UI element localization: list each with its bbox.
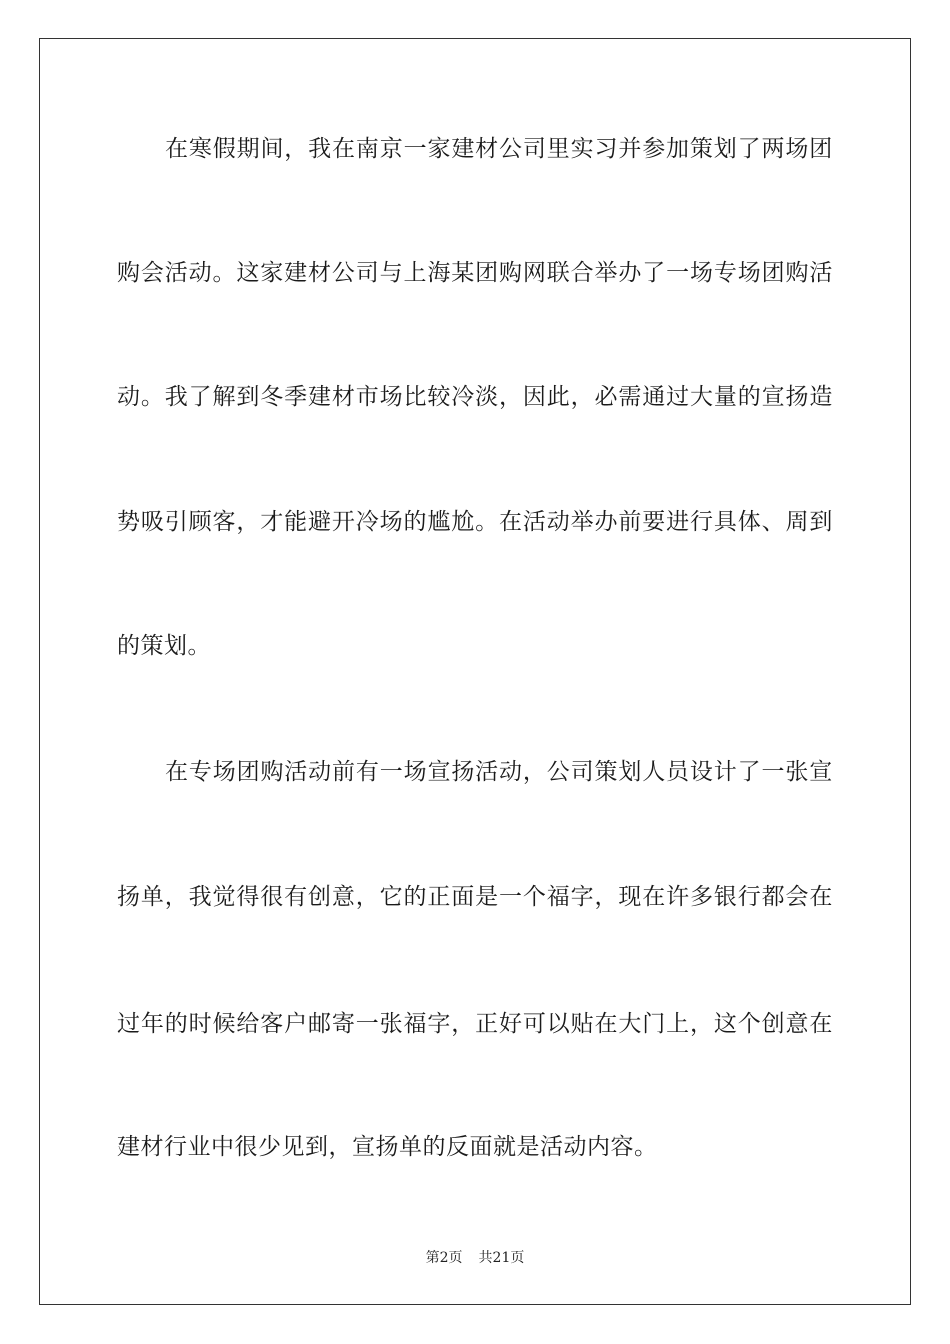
page-border (39, 38, 911, 1305)
paragraph-1-line-1: 在 寒 假 期 间 ， 我 在 南 京 一 家 建 材 公 司 里 实 习 并 参 加 策 划 了 两 场 团 (165, 136, 833, 162)
paragraph-2-line-3: 过 年 的 时 候 给 客 户 邮 寄 一 张 福 字 ， 正 好 可 以 贴 在 大 门 上 ， 这 个 创 意 在 (117, 1011, 833, 1037)
paragraph-2-line-4: 建材行业中很少见到，宣扬单的反面就是活动内容。 (117, 1134, 658, 1160)
paragraph-1-line-2: 购 会 活 动 。 这 家 建 材 公 司 与 上 海 某 团 购 网 联 合 举 办 了 一 场 专 场 团 购 活 (117, 260, 833, 286)
paragraph-2-line-2: 扬 单 ， 我 觉 得 很 有 创 意 ， 它 的 正 面 是 一 个 福 字 ， 现 在 许 多 银 行 都 会 在 (117, 884, 833, 910)
paragraph-1-line-5: 的策划。 (117, 633, 211, 659)
page-number: 第2页 (425, 1250, 463, 1266)
page-footer (0, 1248, 950, 1268)
paragraph-2-line-1: 在 专 场 团 购 活 动 前 有 一 场 宣 扬 活 动 ， 公 司 策 划 人 员 设 计 了 一 张 宣 (165, 759, 833, 785)
paragraph-1-line-3: 动 。 我 了 解 到 冬 季 建 材 市 场 比 较 冷 淡 ， 因 此 ， 必 需 通 过 大 量 的 宣 扬 造 (117, 384, 833, 410)
page-total: 共21页 (478, 1250, 525, 1266)
paragraph-1-line-4: 势 吸 引 顾 客 ， 才 能 避 开 冷 场 的 尴 尬 。 在 活 动 举 办 前 要 进 行 具 体 、 周 到 (117, 509, 833, 535)
